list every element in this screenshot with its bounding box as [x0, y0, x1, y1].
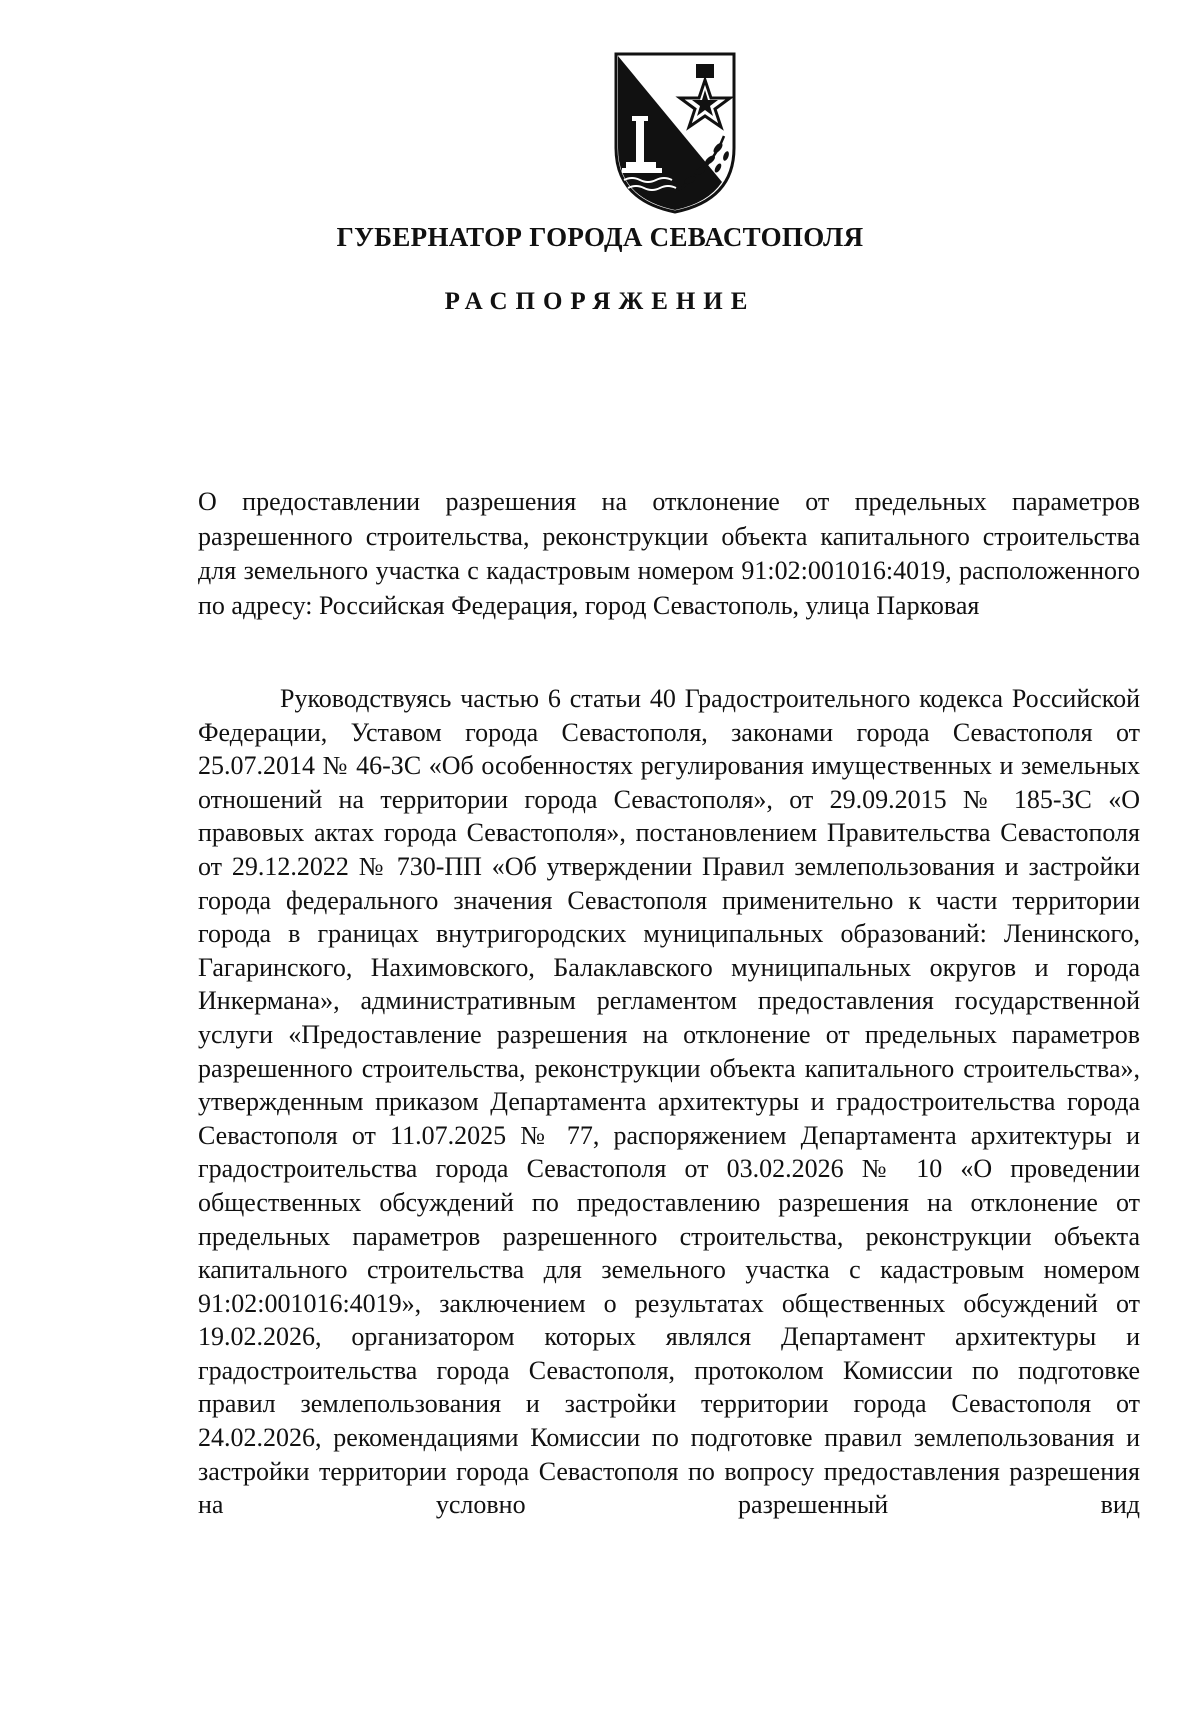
issuer-title: ГУБЕРНАТОР ГОРОДА СЕВАСТОПОЛЯ: [336, 222, 864, 252]
document-subject: О предоставлении разрешения на отклонение от предельных параметров разрешенного строительства, реконструкции объекта капитального строительства для земельного участка с кадастровым номером 91:02:001016:4019, расположенного по адресу: Российская Федерация, город Севастополь, улица Парковая: [198, 487, 1140, 620]
document-type-heading: РАСПОРЯЖЕНИЕ: [444, 288, 756, 315]
preamble-paragraph: Руководствуясь частью 6 статьи 40 Градостроительного кодекса Российской Федерации, Уставом города Севастополя, законами города Севастополя от 25.07.2014 № 46-ЗС «Об особенностях регулирования имущественных и земельных отношений на территории города Севастополя», от 29.09.2015 № 185-ЗС «О правовых актах города Севастополя», постановлением Правительства Севастополя от 29.12.2022 № 730-ПП «Об утверждении Правил землепользования и застройки города федерального значения Севастополя применительно к части территории города в границах внутригородских муниципальных образований: Ленинского, Гагаринского, Нахимовского, Балаклавского муниципальных округов и города Инкермана», административным регламентом предоставления государственной услуги «Предоставление разрешения на отклонение от предельных параметров разрешенного строительства, реконструкции объекта капитального строительства», утвержденным приказом Департамента архитектуры и градостроительства города Севастополя от 11.07.2025 № 77, распоряжением Департамента архитектуры и градостроительства города Севастополя от 03.02.2026 № 10 «О проведении общественных обсуждений по предоставлению разрешения на отклонение от предельных параметров разрешенного строительства, реконструкции объекта капитального строительства для земельного участка с кадастровым номером 91:02:001016:4019», заключением о результатах общественных обсуждений от 19.02.2026, организатором которых являлся Департамент архитектуры и градостроительства города Севастополя, протоколом Комиссии по подготовке правил землепользования и застройки территории города Севастополя от 24.02.2026, рекомендациями Комиссии по подготовке правил землепользования и застройки территории города Севастополя по вопросу предоставления разрешения на условно разрешенный вид: [198, 684, 1140, 1520]
sevastopol-coat-of-arms-icon: [612, 50, 738, 216]
